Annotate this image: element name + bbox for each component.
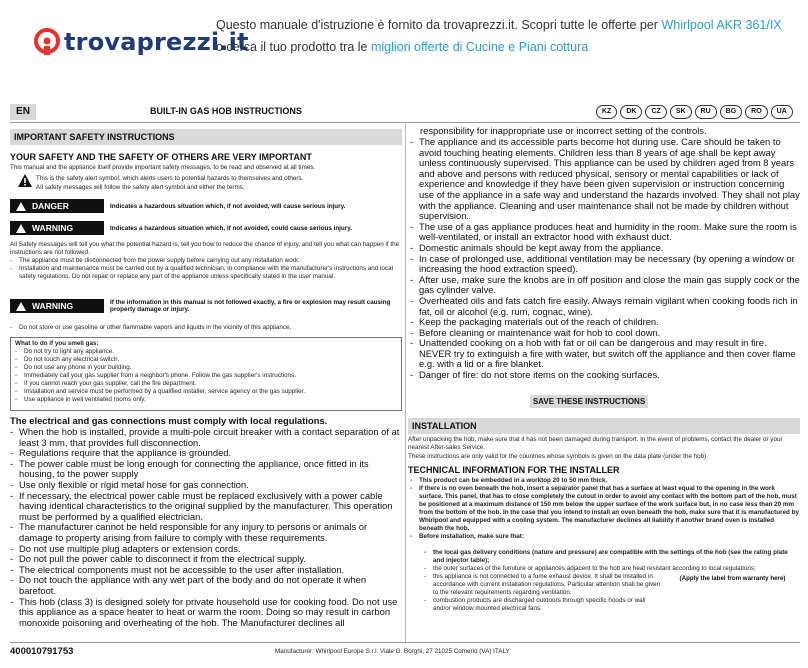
list-item: - Use appliance in well ventilated rooms only. xyxy=(15,396,397,404)
product-offers-link[interactable]: Whirlpool AKR 361/IX xyxy=(661,18,782,32)
language-pill: UA xyxy=(771,105,793,119)
list-item: - Do not touch any electrical switch. xyxy=(15,356,397,364)
danger-label: DANGER xyxy=(32,201,69,211)
trovaprezzi-logo-icon xyxy=(32,26,62,56)
electrical-list xyxy=(10,427,402,628)
list-item: - This hob (class 3) is designed solely for private household use for cooking food. Do not use this appliance as a space heater to heat or warm the room. Doing so may result in carbon monoxide poisoning and overheating of the hob. The Manufacturer declines all xyxy=(10,597,402,629)
warning-text: Indicates a hazardous situation which, if not avoided, could cause serious injury. xyxy=(110,224,353,232)
list-item: - Before installation, make sure that: xyxy=(410,533,800,541)
language-list xyxy=(596,105,793,119)
manufacturer-info: Manufacturer: Whirlpool Europe S.r.l. Viale G. Borghi, 27 21025 Comerio (VA) ITALY xyxy=(275,648,510,655)
symbol-description-2: All safety messages will follow the safety alert symbol and either the terms: xyxy=(36,184,245,191)
list-item: - This product can be embedded in a worktop 20 to 50 mm thick. xyxy=(410,477,800,485)
list-item: - If there is no oven beneath the hob, insert a separator panel that has a surface at least equal to the opening in the work surface. This panel, that has to close completely the cutout in order to avoid any contact with the bottom part of the hob, must be positioned at a maximum distance of 150 mm below the upper surface of the work surface but, in no case less than 20 mm from the bottom of the hob. In the case that you intend to install an oven beneath the hob, make sure that it is manufactured by Whirlpool and equipped with a cooling system. The manufacturer declines all liability if another brand oven is installed beneath the hob. xyxy=(410,485,800,533)
list-item: - the local gas delivery conditions (nature and pressure) are compatible with the settings of the hob (see the rating plate and injector table); xyxy=(424,549,800,565)
safety-section-title: IMPORTANT SAFETY INSTRUCTIONS xyxy=(10,129,402,145)
list-item: - Use only flexible or rigid metal hose for gas connection. xyxy=(10,480,402,491)
list-item: - Installation and maintenance must be carried out by a qualified technician, in compliance with the manufacturer's instructions and local safety regulations. Do not repair or replace any part of the appliance unless specifically stated in the user manual. xyxy=(10,265,402,281)
responsibility-continuation: responsibility for inappropriate use or incorrect setting of the controls. xyxy=(420,125,707,136)
language-pill: RU xyxy=(695,105,717,119)
safety-heading: YOUR SAFETY AND THE SAFETY OF OTHERS ARE VERY IMPORTANT xyxy=(10,152,312,162)
list-item: - Keep the packaging materials out of the reach of children. xyxy=(410,317,800,328)
warning-row-2 xyxy=(10,299,400,313)
language-tag: EN xyxy=(10,104,36,120)
list-item: - Before cleaning or maintenance wait for hob to cool down. xyxy=(410,328,800,339)
list-item: - Installation and service must be performed by a qualified installer, service agency or the gas supplier. xyxy=(15,388,397,396)
list-item: - The electrical components must not be accessible to the user after installation. xyxy=(10,565,402,576)
category-offers-link[interactable]: migliori offerte di Cucine e Piani cottura xyxy=(370,40,589,54)
list-item: - Unattended cooking on a hob with fat or oil can be dangerous and may result in fire. NEVER try to extinguish a fire with water, but switch off the appliance and then cover flame e.g. with a lid or a fire blanket. xyxy=(410,338,800,370)
column-divider xyxy=(405,122,406,642)
banner-line-2 xyxy=(216,40,588,54)
list-item: - Domestic animals should be kept away from the appliance. xyxy=(410,243,800,254)
symbol-description-1: This is the safety alert symbol, which alerts users to potential hazards to themselves and others. xyxy=(36,175,304,182)
installation-paragraph-1: After unpacking the hob, make sure that it has not been damaged during transport. In the event of problems, contact the dealer or your nearest After-sales Service. xyxy=(408,436,783,451)
document-code: 400010791753 xyxy=(10,646,74,657)
save-instructions-banner: SAVE THESE INSTRUCTIONS xyxy=(530,395,648,408)
gas-smell-list xyxy=(15,348,397,404)
warning-triangle-icon xyxy=(16,202,26,211)
warning-triangle-icon xyxy=(16,302,26,311)
safety-alert-icon xyxy=(18,174,32,187)
warranty-label-placeholder: (Apply the label from warranty here) xyxy=(679,575,786,582)
logo-text: trovaprezzi.it xyxy=(64,28,249,56)
technical-info-list xyxy=(410,477,800,541)
warning-label-2: WARNING xyxy=(32,301,74,311)
danger-text: Indicates a hazardous situation which, if not avoided, will cause serious injury. xyxy=(110,202,346,210)
gas-smell-box xyxy=(10,337,402,411)
list-item: - The manufacturer cannot be held responsible for any injury to persons or animals or damage to property arising from failure to comply with these requirements. xyxy=(10,522,402,543)
language-pill: DK xyxy=(620,105,642,119)
installation-notes-list xyxy=(10,257,402,281)
safety-paragraph: All Safety messages will tell you what the potential hazard is, tell you how to reduce the chance of injury, and tell you what can happen if the instructions are not followed. xyxy=(10,241,400,256)
banner-line-1-text: Questo manuale d'istruzione è fornito da trovaprezzi.it. Scopri tutte le offerte per xyxy=(216,18,662,32)
list-item: - Do not try to light any appliance. xyxy=(15,348,397,356)
banner-line-1 xyxy=(216,18,782,32)
danger-row xyxy=(10,199,345,213)
electrical-heading: The electrical and gas connections must comply with local regulations. xyxy=(10,415,328,426)
warning-label: WARNING xyxy=(32,223,74,233)
list-item: - In case of prolonged use, additional ventilation may be necessary (by opening a window or increasing the hood extraction speed). xyxy=(410,254,800,275)
list-item: - After use, make sure the knobs are in off position and close the main gas supply cock or the gas cylinder valve. xyxy=(410,275,800,296)
warning-badge xyxy=(10,221,104,235)
gasoline-note xyxy=(10,324,402,332)
list-item: - The use of a gas appliance produces heat and humidity in the room. Make sure the room is well-ventilated, or install an extractor hood with exhaust duct. xyxy=(410,222,800,243)
list-item: - combustion products are discharged outdoors through specific hoods or wall and/or window mounted electrical fans. xyxy=(424,597,663,613)
footer-divider xyxy=(10,642,800,643)
safety-list-right xyxy=(410,137,800,381)
list-item: - Do not store or use gasoline or other flammable vapors and liquids in the vicinity of this appliance. xyxy=(10,324,402,332)
list-item: - Do not use any phone in your building. xyxy=(15,364,397,372)
safety-intro: This manual and the appliance itself provide important safety messages, to be read and observed at all times. xyxy=(10,164,316,171)
list-item: - Overheated oils and fats catch fire easily. Always remain vigilant when cooking foods rich in fat, oil or alcohol (e.g. rum, cognac, wine). xyxy=(410,296,800,317)
document-title: BUILT-IN GAS HOB INSTRUCTIONS xyxy=(150,106,302,116)
list-item: - If necessary, the electrical power cable must be replaced exclusively with a power cable having identical characteristics to the original supplied by the manufacturer. This operation must be performed by a qualified electrician. xyxy=(10,491,402,523)
list-item: - the outer surfaces of the furniture or appliances adjacent to the hob are heat resistant according to local regulations; xyxy=(424,565,800,573)
warning-triangle-icon xyxy=(16,224,26,233)
language-pill: SK xyxy=(670,105,692,119)
list-item: - Immediately call your gas supplier from a neighbor's phone. Follow the gas supplier's instructions. xyxy=(15,372,397,380)
list-item: - If you cannot reach your gas supplier, call the fire department. xyxy=(15,380,397,388)
list-item: - Do not pull the power cable to disconnect it from the electrical supply. xyxy=(10,554,402,565)
list-item: - Do not touch the appliance with any wet part of the body and do not operate it when barefoot. xyxy=(10,575,402,596)
technical-info-heading: TECHNICAL INFORMATION FOR THE INSTALLER xyxy=(408,465,620,475)
installation-section-title: INSTALLATION xyxy=(408,418,800,434)
list-item: - The appliance and its accessible parts become hot during use. Care should be taken to avoid touching heating elements. Children less than 8 years of age shall be kept away unless continuously supervised. This appliance can be used by children aged from 8 years and above and persons with reduced physical, sensory or mental capabilities or lack of experience and knowledge if they have been given supervision or instruction concerning use of the appliance in a safe way and understand the hazards involved. They shall not play with the appliance. Cleaning and user maintenance shall not be made by children without supervision. xyxy=(410,137,800,222)
language-pill: RO xyxy=(745,105,768,119)
list-item: - Do not use multiple plug adapters or extension cords. xyxy=(10,544,402,555)
installation-paragraph-2: These instructions are only valid for the countries whose symbols is given on the data plate (under the hob). xyxy=(408,453,708,460)
warning-row xyxy=(10,221,352,235)
list-item: - The appliance must be disconnected from the power supply before carrying out any installation work. xyxy=(10,257,402,265)
gas-smell-title: What to do if you smell gas: xyxy=(15,340,99,347)
language-pill: BG xyxy=(720,105,743,119)
list-item: - The power cable must be long enough for connecting the appliance, once fitted in its housing, to the power supply xyxy=(10,459,402,480)
list-item: - Regulations require that the appliance is grounded. xyxy=(10,448,402,459)
danger-badge xyxy=(10,199,104,213)
language-pill: KZ xyxy=(596,105,617,119)
warning-badge-2 xyxy=(10,299,104,313)
language-pill: CZ xyxy=(645,105,666,119)
list-item: - Danger of fire: do not store items on the cooking surfaces. xyxy=(410,370,800,381)
list-item: - this appliance is not connected to a fume exhaust device. It shall be installed in accordance with current installation regulations. Particular attention shall be given to the relevant requirements regarding ventilation. xyxy=(424,573,663,597)
warning-text-2: If the information in this manual is not followed exactly, a fire or explosion may result causing property damage or injury. xyxy=(110,299,391,313)
banner-line-2-text: o cerca il tuo prodotto tra le xyxy=(216,40,371,54)
list-item: - When the hob is installed, provide a multi-pole circuit breaker with a contact separation of at least 3 mm, that provides full disconnection. xyxy=(10,427,402,448)
